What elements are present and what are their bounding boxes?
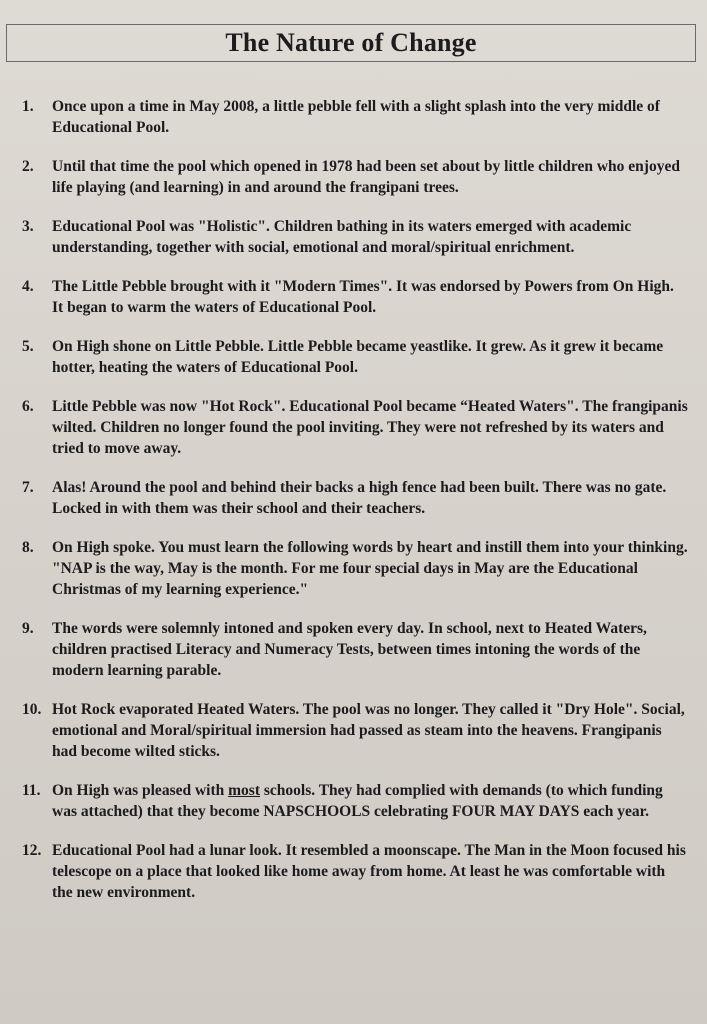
- item-text: The Little Pebble brought with it "Modern Times". It was endorsed by Powers from On High. It began to warm the waters of Educational Pool.: [52, 278, 674, 316]
- item-text: [52, 780, 692, 822]
- underlined-word: most: [228, 782, 260, 799]
- item-number: 3.: [22, 218, 34, 235]
- numbered-list: [22, 96, 692, 921]
- item-number: 1.: [22, 98, 34, 115]
- item-text-after: schools. They had complied with demands (to which funding was attached) that they become NAPSCHOOLS celebrating FOUR MAY DAYS each year.: [52, 782, 663, 820]
- list-item-1: [22, 96, 692, 138]
- list-item-7: [22, 477, 692, 519]
- item-text: Little Pebble was now "Hot Rock". Educational Pool became “Heated Waters". The frangipanis wilted. Children no longer found the pool inviting. They were not refreshed by its waters and tried to move away.: [52, 398, 688, 457]
- list-item-9: [22, 618, 692, 681]
- item-number: 2.: [22, 158, 34, 175]
- item-text: Educational Pool was "Holistic". Children bathing in its waters emerged with academic understanding, together with social, emotional and moral/spiritual enrichment.: [52, 218, 632, 256]
- item-number: 6.: [22, 398, 34, 415]
- page-title: The Nature of Change: [225, 28, 477, 57]
- item-number: 12.: [22, 842, 42, 859]
- item-text: Educational Pool had a lunar look. It resembled a moonscape. The Man in the Moon focused his telescope on a place that looked like home away from home. At least he was comfortable with the new environment.: [52, 842, 686, 901]
- item-text: Until that time the pool which opened in 1978 had been set about by little children who enjoyed life playing (and learning) in and around the frangipani trees.: [52, 158, 680, 196]
- list-item-6: [22, 396, 692, 459]
- list-item-8: [22, 537, 692, 600]
- item-number: 7.: [22, 479, 34, 496]
- list-item-11: [22, 780, 692, 822]
- item-text: Hot Rock evaporated Heated Waters. The pool was no longer. They called it "Dry Hole". Social, emotional and Moral/spiritual immersion had passed as steam into the heavens. Frangipanis had become wilted sticks.: [52, 701, 685, 760]
- item-number: 5.: [22, 338, 34, 355]
- item-number: 9.: [22, 620, 34, 637]
- list-item-2: [22, 156, 692, 198]
- item-text: Once upon a time in May 2008, a little pebble fell with a slight splash into the very middle of Educational Pool.: [52, 98, 660, 136]
- item-text: Alas! Around the pool and behind their backs a high fence had been built. There was no gate. Locked in with them was their school and their teachers.: [52, 479, 667, 517]
- list-item-4: [22, 276, 692, 318]
- item-text: On High spoke. You must learn the following words by heart and instill them into your thinking. "NAP is the way, May is the month. For me four special days in May are the Educational Christmas of my learning experience.": [52, 539, 688, 598]
- item-text: On High shone on Little Pebble. Little Pebble became yeastlike. It grew. As it grew it became hotter, heating the waters of Educational Pool.: [52, 338, 664, 376]
- item-text-before: On High was pleased with: [52, 782, 229, 799]
- list-item-12: [22, 840, 692, 903]
- item-number: 8.: [22, 539, 34, 556]
- item-number: 11.: [22, 782, 41, 799]
- item-number: 10.: [22, 701, 42, 718]
- item-number: 4.: [22, 278, 34, 295]
- list-item-10: [22, 699, 692, 762]
- item-text: The words were solemnly intoned and spoken every day. In school, next to Heated Waters, children practised Literacy and Numeracy Tests, between times intoning the words of the modern learning parable.: [52, 620, 647, 679]
- list-item-3: [22, 216, 692, 258]
- title-box: [6, 24, 696, 62]
- list-item-5: [22, 336, 692, 378]
